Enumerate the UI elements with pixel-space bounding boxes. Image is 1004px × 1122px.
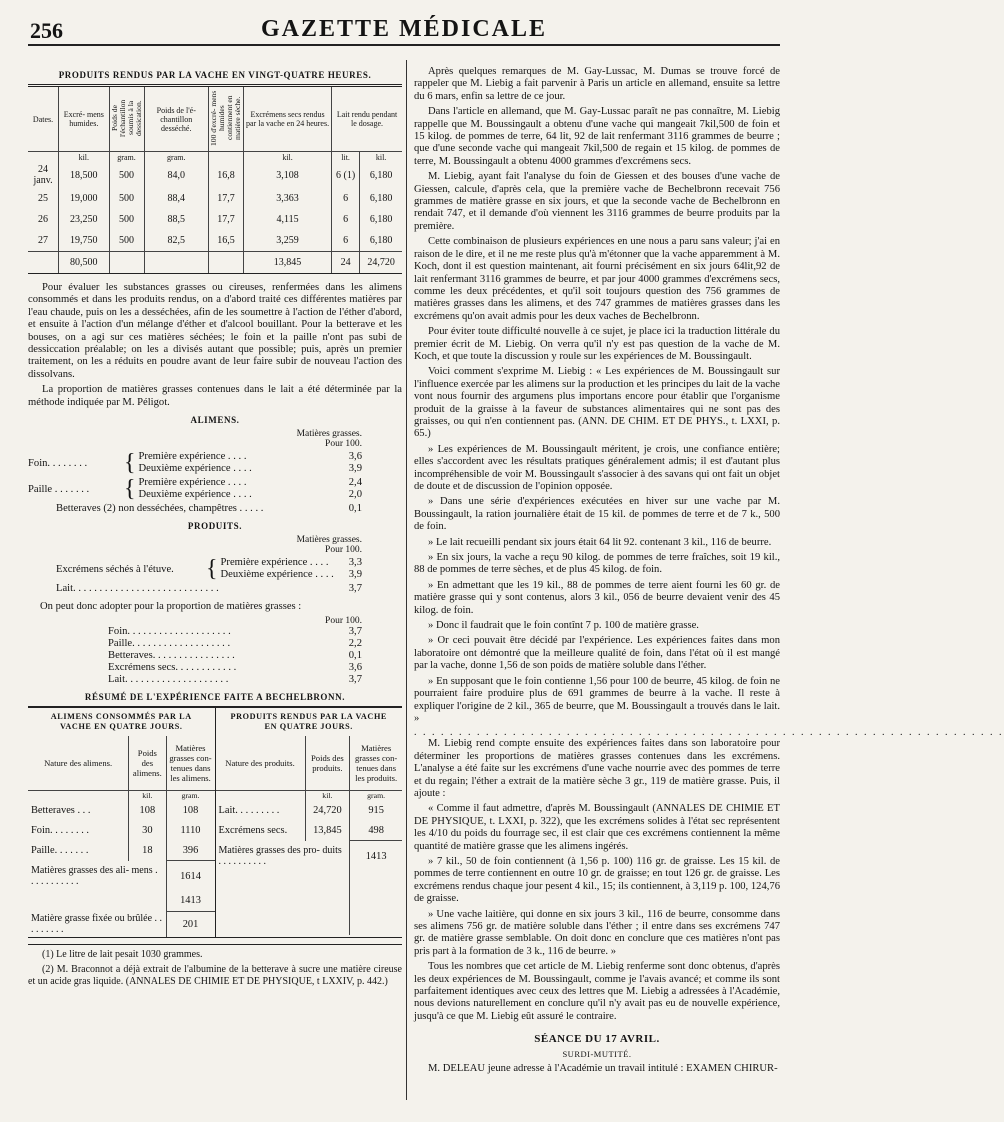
table-row: Matières grasses des pro- duits . . . . . . . . . . 1413 xyxy=(216,841,403,871)
table-row: Foin. . . . . . . . 30 1110 xyxy=(28,820,215,840)
paragraph: « Comme il faut admettre, d'après M. Boussingault (ANNALES DE CHIMIE ET DE PHYSIQUE, t. LXXI, p. 322), que les excrémens solides à l'état sec représentent les 4/10 du poids du fourrage sec, il est clair que ces excrémens contiennent la même quantité de matière grasse que les alimens ingérés. xyxy=(414,803,780,852)
left-column: PRODUITS RENDUS PAR LA VACHE EN VINGT-QUATRE HEURES. Dates. Excré- mens humides. Poids de l'échantillon soumis à la dessication. Poids de l'é- chantillon desséché. 100 d'excré- mens humides contiennent en matière sèche. Excrémens secs rendus par la vache en 24 heures. Lait rendu pendant le dosage. kil. gram. gram. kil. lit. kil. 24 janv. 18,500 500 84,0 16,8 3,108 6 (1) 6,180 25 19,000 500 88,4 17,7 3,363 6 6,180 26 23,250 500 88,5 17,7 4,115 6 6,180 27 19,750 500 82,5 16,5 3,259 6 6,180 80,500 13,845 24 24,720 Pour évaluer les substances grasses ou cireuses, renfermées dans les alimens consommés et dans les produits rendus, on a d'abord traité ces différentes matières par l'eau chaude, puis on les a desséchées, afin de les soumettre à l'action de l'éther d'abord, et ensuite à l'action d'un mélange d'éther et d'alcool bouillant. Pour la betterave et les bouses, on a agi sur ces matières séchées; le foin et la paille n'ont pas subi de dessiccation préalable; on les a divisés autant que possible; puis, après un premier traitement, on les a réduits en poudre avant de leur faire subir de nouveau l'action des dissolvans. La proportion de matières grasses contenues dans le lait a été déterminée par la méthode indiquée par M. Péligot. ALIMENS. Matières grasses. Pour 100. Foin. . . . . . . . { Première expérience . . . . 3,6 Deuxième expérience . . . . 3,9 Paille . . . . . . . { Première expérience . . . . 2,4 Deuxième expérience . . . . 2,0 Betteraves (2) non desséchées, champêtres . . . . . 0,1 PRODUITS. Matières grasses. Pour 100. Excrémens séchés à l'étuve. { Première expérience . . . . 3,3 Deuxième expérience . . . . 3,9 Lait. . . . . . . . . . . . . . . . . . . . . . . . . . . . 3,7 On peut donc adopter pour la proportion de matières grasses : Pour 100. Foin. . . . . . . . . . . . . . . . . . . . 3,7 Paille. . . . . . . . . . . . . . . . . . . 2,2 Betteraves. . . . . . . . . . . . . . . . 0,1 Excrémens secs. . . . . . . . . . . . 3,6 Lait. . . . . . . . . . . . . . . . . . . . 3,7 RÉSUMÉ DE L'EXPÉRIENCE FAITE A BECHELBRONN. ALIMENS CONSOMMÉS PAR LA VACHE EN QUATRE JOURS. Nature des alimens. Poids des alimens. Matières grasses con- tenues dans les alimens. kil. gram. Betteraves . . . 108 108 Foin. . . . . . . . 30 1110 Paille. . . . . . . 18 396 Matières grasses des ali- mens . . . . . . . . . . . 1614 1413 Matière grasse fixée ou brûlée . . . . . . . . . 201 PRODUITS RENDUS PAR LA VACHE EN QUATRE JOURS. Nature des produits. Poids des produits. Matières grasses con- tenues dans les produits. kil. gram. Lait. . . . . . . . . 24,720 915 Excrémens secs. 13,845 498 Matières grasses des pro- duits . . . . . . . . . . 1413 (1) Le litre de lait pesait 1030 grammes. (2) M. Braconnot a déjà extrait de l'albumine de la betterave à sucre une matière cireuse et un acide gras liquide. (ANNALES DE CHIMIE ET DE PHYSIQUE, t LXXIV, p. 442.) xyxy=(28,70,402,987)
paragraph: » En admettant que les 19 kil., 88 de pommes de terre aient fourni les 60 gr. de matière grasse qui y sont contenus, alors 3 kil., 056 de beurre devaient venir des 45 kilog. de foin. xyxy=(414,579,780,616)
list-item: Foin. . . . . . . . . . . . . . . . . . . . 3,7 xyxy=(108,626,362,638)
paragraph: » En supposant que le foin contienne 1,56 pour 100 de beurre, 45 kilog. de foin ne pourraient faire produire plus de 691 grammes de beurre à la vache. Il reste à expliquer l'origine de 2 kil., 365 de beurre, que M. Boussingault a trouvés dans le lait. » xyxy=(414,675,780,724)
seance-heading: SÉANCE DU 17 AVRIL. xyxy=(534,1033,660,1046)
paragraph: » Or ceci pouvait être décidé par l'expérience. Les expériences faites dans mon laboratoire ont démontré que la meilleure qualité de foin, dans l'état où il est mangé par la vache, donne 1,56 de son poids de matière soluble dans l'éther. xyxy=(414,635,780,672)
table-row: 1413 xyxy=(28,891,215,912)
paragraph: » Une vache laitière, qui donne en six jours 3 kil., 116 de beurre, consomme dans ses alimens 756 gr. de matière soluble dans l'éther ; il entre dans ses excrémens 747 gr. de matière grasse semblable. On doit donc en conclure que ces matières n'ont pas pris part à la formation de 3 k., 116 de beurre. » xyxy=(414,908,780,957)
paragraph: Pour éviter toute difficulté nouvelle à ce sujet, je place ici la traduction littérale du premier écrit de M. Liebig. On verra qu'il n'y est pas question de la vache de M. Koch, et que toute la discussion y roule sur les expériences de M. Boussingault. xyxy=(414,326,780,362)
right-column xyxy=(414,66,1004,1079)
excremens-group: Excrémens séchés à l'étuve. { Première expérience . . . . 3,3 Deuxième expérience . . . . 3,9 xyxy=(56,556,362,583)
betteraves-line: Betteraves (2) non desséchées, champêtres . . . . . 0,1 xyxy=(56,503,362,515)
page-header xyxy=(28,14,780,46)
th-excremens: Excré- mens humides. xyxy=(59,87,109,152)
aliments-table-block: ALIMENS CONSOMMÉS PAR LA VACHE EN QUATRE JOURS. Nature des alimens. Poids des alimens. Matières grasses con- tenues dans les alimens. kil. gram. Betteraves . . . 108 108 Foin. . . . . . . . 30 1110 Paille. . . . . . . 18 396 Matières grasses des ali- mens . . . . . . . . . . . 1614 1413 Matière grasse fixée ou brûlée . . . . . . . . . 201 xyxy=(28,708,215,937)
table-row: 26 23,250 500 88,5 17,7 4,115 6 6,180 xyxy=(28,209,402,230)
paragraph: M. Liebig, ayant fait l'analyse du foin de Giessen et des bouses d'une vache de Giessen, calcule, d'après cela, que la première vache de Bechelbronn recevait 756 grammes de matière grasse en six jours, et que la seconde vache de Bechelbronn en rendait 747, et il demande d'où viennent les 3116 grammes de beurre produits par la première. xyxy=(414,171,780,232)
table-row: Matière grasse fixée ou brûlée . . . . . . . . . 201 xyxy=(28,911,215,937)
table-row: Betteraves . . . 108 108 xyxy=(28,800,215,820)
lait-line: Lait. . . . . . . . . . . . . . . . . . . . . . . . . . . . 3,7 xyxy=(56,583,362,595)
th-poids-deseche: Poids de l'é- chantillon desséché. xyxy=(144,87,208,152)
table-row: Matières grasses des ali- mens . . . . . . . . . . . 1614 xyxy=(28,861,215,891)
paragraph: » Le lait recueilli pendant six jours était 64 lit 92. contenant 3 kil., 116 de beurre. xyxy=(428,536,772,548)
column-divider xyxy=(406,60,407,1100)
paragraph: Cette combinaison de plusieurs expériences en une nous a paru sans valeur; j'ai en raison de le dire, et il ne me reste plus qu'à m'étonner que la vache apparemment à M. Koch, dont il est question maintenant, ait fourni précisément en six jours 64lit,92 de lait renfermant 3116 grammes de beurre, et par jour 4000 grammes d'excrémens secs, comme les deux précédentes, et qu'il soit toujours question des 756 grammes de matières grasses dans les alimens, et des 747 grammes de matières grasses dans les excrémens qu'on avait admis pour les deux vaches de Bechelbronn. xyxy=(414,236,780,322)
foin-group: Foin. . . . . . . . { Première expérience . . . . 3,6 Deuxième expérience . . . . 3,9 xyxy=(28,450,362,477)
alimens-heading: ALIMENS. xyxy=(190,415,240,426)
footnote: (2) M. Braconnot a déjà extrait de l'albumine de la betterave à sucre une matière cireuse et un acide gras liquide. (ANNALES DE CHIMIE ET DE PHYSIQUE, t LXXIV, p. 442.) xyxy=(28,964,402,987)
table-produits: Nature des produits. Poids des produits. Matières grasses con- tenues dans les produits. kil. gram. Lait. . . . . . . . . 24,720 915 Excrémens secs. 13,845 498 Matières grasses des pro- duits . . . . . . . . . . 1413 xyxy=(216,736,403,935)
pour-100-head: Pour 100. xyxy=(325,439,362,450)
paille-group: Paille . . . . . . . { Première expérience . . . . 2,4 Deuxième expérience . . . . 2,0 xyxy=(28,476,362,503)
table-row: 24 janv. 18,500 500 84,0 16,8 3,108 6 (1) 6,180 xyxy=(28,162,402,188)
paragraph: Pour évaluer les substances grasses ou cireuses, renfermées dans les alimens consommés et dans les produits rendus, on a d'abord traité ces différentes matières par l'eau chaude, puis on les a desséchées, afin de les soumettre à l'action de l'éther d'abord, et ensuite à l'action d'un mélange d'éther et d'alcool bouillant. Pour la betterave et les bouses, on a agi sur ces matières séchées; le foin et la paille n'ont pas subi de dessiccation préalable; on les a divisés autant que possible; puis, après un premier traitement, on les a réduits en poudre avant de leur faire subir de nouveau l'action des dissolvans. xyxy=(28,282,402,380)
table-total-row: 80,500 13,845 24 24,720 xyxy=(28,252,402,274)
table-row: 27 19,750 500 82,5 16,5 3,259 6 6,180 xyxy=(28,230,402,252)
table-row: Lait. . . . . . . . . 24,720 915 xyxy=(216,800,403,820)
paragraph: La proportion de matières grasses contenues dans le lait a été déterminée par la méthode indiquée par M. Péligot. xyxy=(28,384,402,408)
adopt-list xyxy=(28,626,402,686)
paragraph: M. Liebig rend compte ensuite des expériences faites dans son laboratoire pour déterminer les proportions de matières grasses contenues dans les excrémens. L'analyse a été faite sur les excrémens d'une vache nourrie avec des pommes de terre et du regain; l'éther a extrait de la matière sèche 3 gr., 119 de matière grasse. Puis, il ajoute : xyxy=(414,738,780,799)
table-row: 25 19,000 500 88,4 17,7 3,363 6 6,180 xyxy=(28,188,402,209)
paragraph: Après quelques remarques de M. Gay-Lussac, M. Dumas se trouve forcé de rappeler que M. Liebig a fait parvenir à Paris un article en allemand, ensuite sa lettre du 6 mars, enfin sa lettre de ce jour. xyxy=(414,66,780,102)
resume-heading: RÉSUMÉ DE L'EXPÉRIENCE FAITE A BECHELBRONN. xyxy=(84,692,346,703)
journal-title: GAZETTE MÉDICALE xyxy=(260,16,548,42)
last-line: M. DELEAU jeune adresse à l'Académie un travail intitulé : EXAMEN CHIRUR- xyxy=(428,1063,778,1075)
th-lait: Lait rendu pendant le dosage. xyxy=(336,110,398,128)
paragraph: » En six jours, la vache a reçu 90 kilog. de pommes de terre fraîches, soit 19 kil., 88 de pommes de terre sèches, et de plus 45 kilog. de foin. xyxy=(414,552,780,576)
paragraph: Tous les nombres que cet article de M. Liebig renferme sont donc obtenus, d'après les deux expériences de M. Boussingault, comme je l'avais avancé; et comme ils sont parfaitement identiques avec ceux des lettres que M. Liebig a adressées à l'Académie, nous devions naturellement en conclure qu'il n'y avait pas eu de nouvelle expérience, jusqu'à ce que M. Liebig eût assuré le contraire. xyxy=(414,961,780,1022)
adopter-line: On peut donc adopter pour la proportion de matières grasses : xyxy=(40,601,302,613)
resume-tables xyxy=(28,706,402,938)
th-matiere-seche: 100 d'excré- mens humides contiennent en matière sèche. xyxy=(209,87,244,152)
list-item: Excrémens secs. . . . . . . . . . . . 3,6 xyxy=(108,662,362,674)
produits-heading: PRODUITS. xyxy=(187,521,243,532)
paragraph: Dans l'article en allemand, que M. Gay-Lussac paraît ne pas connaître, M. Liebig rappelle que M. Boussingault a obtenu d'une vache qui mangeait 7kil,500 de foin et 15 kilog. de pommes de terre, 64 lit, 92 de lait renfermant 3116 grammes de beurre ; que d'une seconde vache qui mangeait 7kil,500 de regain et 15 kilog. de pommes de terre, M. Boussingault a obtenu 4000 grammes d'excrémens secs. xyxy=(414,106,780,167)
list-item: Betteraves. . . . . . . . . . . . . . . . 0,1 xyxy=(108,650,362,662)
units-row: kil. gram. gram. kil. lit. kil. xyxy=(28,152,402,163)
table1-title: PRODUITS RENDUS PAR LA VACHE EN VINGT-QUATRE HEURES. xyxy=(58,70,372,80)
footnotes xyxy=(28,944,402,987)
page-number: 256 xyxy=(30,18,63,43)
paragraph: » 7 kil., 50 de foin contiennent (à 1,56 p. 100) 116 gr. de graisse. Les 15 kil. de pommes de terre contiennent en outre 10 gr. de graisse; en tout 126 gr. de graisse. Les excrémens rendus chaque jour pesent 4 kil., 15; ils contiennent, à 3,119 p. 100, 124,76 de graisse. xyxy=(414,855,780,905)
list-item: Paille. . . . . . . . . . . . . . . . . . . 2,2 xyxy=(108,638,362,650)
rule xyxy=(28,273,402,274)
table-aliments: Nature des alimens. Poids des alimens. Matières grasses con- tenues dans les alimens. kil. gram. Betteraves . . . 108 108 Foin. . . . . . . . 30 1110 Paille. . . . . . . 18 396 Matières grasses des ali- mens . . . . . . . . . . . 1614 1413 Matière grasse fixée ou brûlée . . . . . . . . . 201 xyxy=(28,736,215,937)
paragraph: » Dans une série d'expériences exécutées en hiver sur une vache par M. Boussingault, la ration journalière était de 15 kil. de pommes de terre et de 7 k., 500 de foin. xyxy=(414,496,780,533)
produits-table-block: PRODUITS RENDUS PAR LA VACHE EN QUATRE JOURS. Nature des produits. Poids des produits. Matières grasses con- tenues dans les produits. kil. gram. Lait. . . . . . . . . 24,720 915 Excrémens secs. 13,845 498 Matières grasses des pro- duits . . . . . . . . . . 1413 xyxy=(215,708,403,937)
footnote: (1) Le litre de lait pesait 1030 grammes. xyxy=(42,949,203,961)
paragraph: Voici comment s'exprime M. Liebig : « Les expériences de M. Boussingault sur l'influence exercée par les alimens sur la production et les principes du lait de la vache vont nous fournir des argumens plus importans encore pour établir que l'organisme produit de la graisse à la faveur de substances alimentaires qui ne sont pas des graisses, ou qui n'en contiennent pas. (ANN. DE CHIM. ET DE PHYS., t. LXXI, p. 65.) xyxy=(414,366,780,440)
th-dates: Dates. xyxy=(28,87,59,152)
paragraph: » Les expériences de M. Boussingault méritent, je crois, une confiance entière; elles s'accordent avec les résultats pratiques généralement admis; il est d'autant plus incompréhensible de voir M. Boussingault s'associer à des savans qui ont fait un objet de doute et de discussion de l'opinion opposée. xyxy=(414,443,780,492)
table-row: Excrémens secs. 13,845 498 xyxy=(216,820,403,841)
paragraph: » Donc il faudrait que le foin contînt 7 p. 100 de matière grasse. xyxy=(428,620,699,632)
matieres-grasses-head: Matières grasses. xyxy=(296,429,362,440)
surdi-mutite-heading: SURDI-MUTITÉ. xyxy=(562,1049,632,1060)
table-row: Paille. . . . . . . 18 396 xyxy=(28,840,215,861)
table-produits-24h xyxy=(28,87,402,273)
th-poids-echantillon: Poids de l'échantillon soumis à la dessication. xyxy=(109,87,144,152)
dotted-separator: . . . . . . . . . . . . . . . . . . . . . . . . . . . . . . . . . . . . . . . . . . . . . . . . . . . . . . . . . . . . . . . . . . xyxy=(414,727,1004,739)
th-excremens-secs: Excrémens secs rendus par la vache en 24 heures. xyxy=(244,87,332,152)
list-item: Lait. . . . . . . . . . . . . . . . . . . . 3,7 xyxy=(108,674,362,686)
